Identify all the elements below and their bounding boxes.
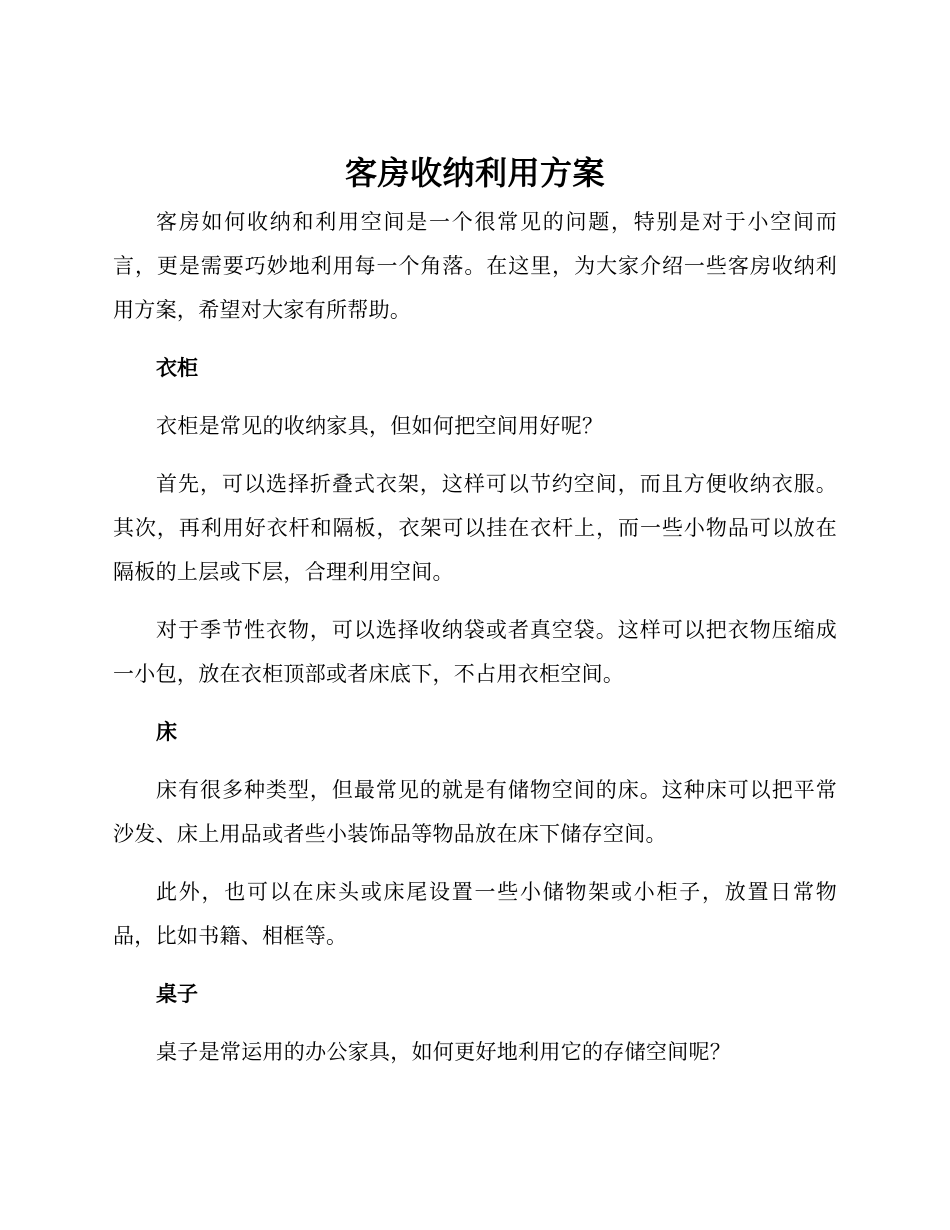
section-bed xyxy=(113,710,837,958)
intro-paragraph: 客房如何收纳和利用空间是一个很常见的问题，特别是对于小空间而言，更是需要巧妙地利用每一个角落。在这里，为大家介绍一些客房收纳利用方案，希望对大家有所帮助。 xyxy=(113,210,837,322)
paragraph: 首先，可以选择折叠式衣架，这样可以节约空间，而且方便收纳衣服。其次，再利用好衣杆和隔板，衣架可以挂在衣杆上，而一些小物品可以放在隔板的上层或下层，合理利用空间。 xyxy=(113,472,837,584)
paragraph: 桌子是常运用的办公家具，如何更好地利用它的存储空间呢？ xyxy=(156,1040,732,1064)
section-wardrobe xyxy=(113,346,837,696)
document-page xyxy=(113,150,837,1088)
document-title: 客房收纳利用方案 xyxy=(344,154,605,192)
paragraph: 对于季节性衣物，可以选择收纳袋或者真空袋。这样可以把衣物压缩成一小包，放在衣柜顶部或者床底下，不占用衣柜空间。 xyxy=(113,618,837,686)
paragraph: 床有很多种类型，但最常见的就是有储物空间的床。这种床可以把平常沙发、床上用品或者些小装饰品等物品放在床下储存空间。 xyxy=(113,778,837,846)
paragraph: 衣柜是常见的收纳家具，但如何把空间用好呢？ xyxy=(156,414,604,438)
section-desk xyxy=(113,972,837,1074)
section-heading-wardrobe: 衣柜 xyxy=(156,356,198,380)
section-heading-bed: 床 xyxy=(156,720,177,744)
paragraph: 此外，也可以在床头或床尾设置一些小储物架或小柜子，放置日常物品，比如书籍、相框等。 xyxy=(113,880,837,948)
section-heading-desk: 桌子 xyxy=(156,982,198,1006)
